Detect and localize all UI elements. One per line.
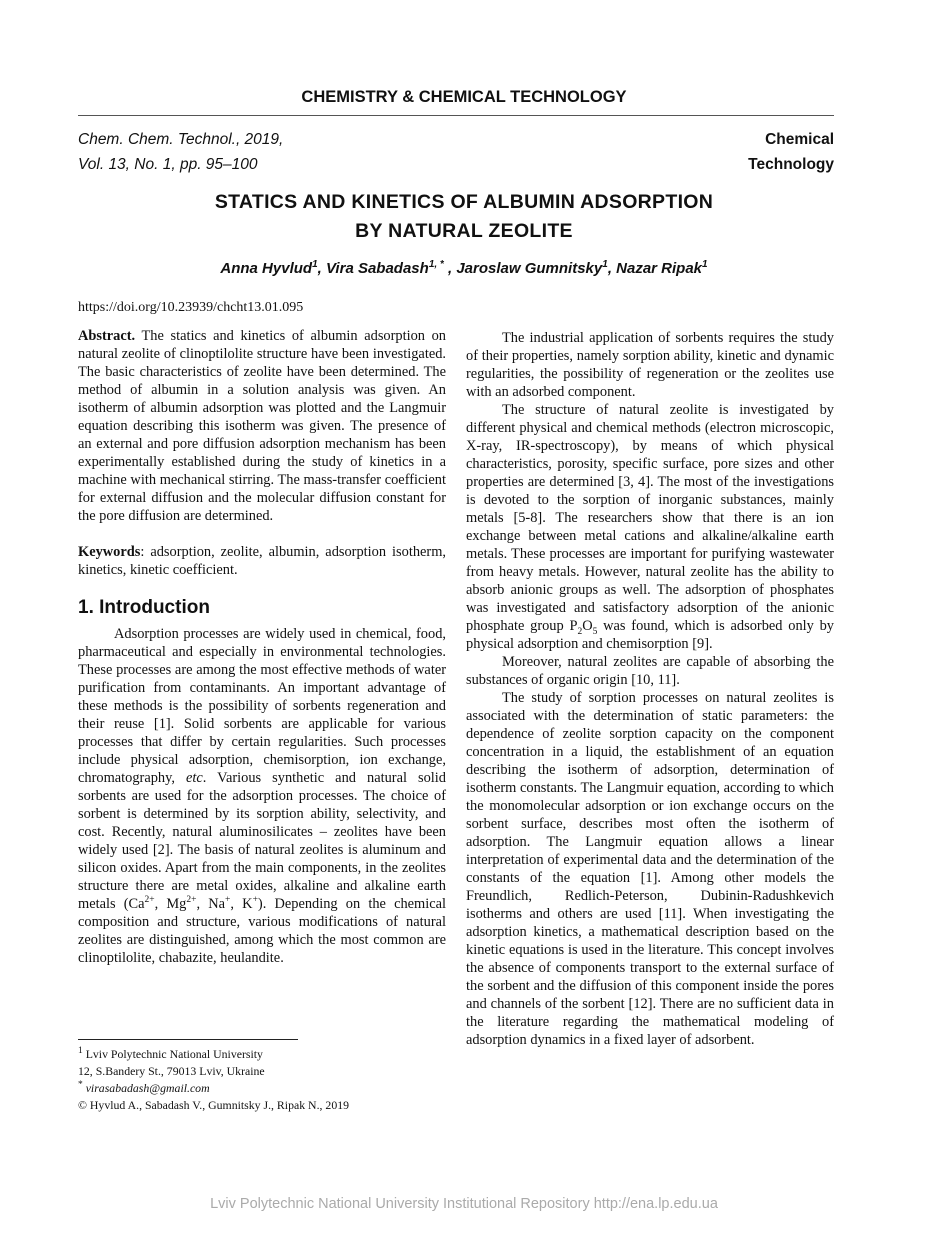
affiliation <box>78 1046 349 1063</box>
author-list: Anna Hyvlud$^1$, Vira Sabadash$^{1, *}$ , Jaroslaw Gumnitsky$^1$, Nazar Ripak$^1$ <box>220 259 708 277</box>
footnote-mark: * <box>78 1080 83 1091</box>
text: Adsorption processes are widely used in chemical, food, pharmaceutical and especially in environmental technologies. These processes are among the most effective methods of water purification from contaminants. An important advantage of these methods is the possibility of sorbents regeneration and their reuse [1]. Solid sorbents are applicable for various processes that differ by certain regularities. Such processes include physical adsorption, chemisorption, ion exchange, chromatography, <box>78 626 446 786</box>
section-label <box>748 127 834 177</box>
keywords <box>78 543 446 579</box>
left-column <box>78 327 446 967</box>
paragraph: Moreover, natural zeolites are capable of absorbing the substances of organic origin [10, 11]. <box>466 654 834 688</box>
citation-line: Chem. Chem. Technol., 2019, <box>78 131 284 148</box>
author-affil: 1 <box>312 259 318 270</box>
header-rule <box>78 115 834 116</box>
text: ). Depending on the chemical composition and structure, various modifications of natural zeolites are distinguished, among which the most common are clinoptilolite, chabazite, heulandite. <box>78 896 447 966</box>
text: , Na <box>196 896 226 912</box>
author: Nazar Ripak <box>616 260 703 277</box>
title-line: BY NATURAL ZEOLITE <box>355 220 573 242</box>
paragraph <box>466 401 834 653</box>
right-column <box>466 329 834 1049</box>
text: , Mg <box>154 896 187 912</box>
email <box>78 1080 349 1097</box>
copyright: © Hyvlud A., Sabadash V., Gumnitsky J., Ripak N., 2019 <box>78 1098 350 1112</box>
section-line: Technology <box>748 156 834 173</box>
superscript: 2+ <box>186 895 197 906</box>
footnote-mark: 1 <box>78 1046 83 1057</box>
address: 12, S.Bandery St., 79013 Lviv, Ukraine <box>78 1064 265 1078</box>
text: was found, which is adsorbed only by physical adsorption and chemisorption [9]. <box>466 618 834 652</box>
journal-name: CHEMISTRY & CHEMICAL TECHNOLOGY <box>301 88 627 106</box>
text: , K <box>230 896 253 912</box>
footnotes <box>78 1046 349 1114</box>
keywords-text: : adsorption, zeolite, albumin, adsorption isotherm, kinetics, kinetic coefficient. <box>78 544 446 578</box>
author: Vira Sabadash <box>325 260 429 277</box>
text: . Various synthetic and natural solid sorbents are used for the adsorption processes. The choice of sorbent is determined by its sorption ability, selectivity, and cost. Recently, natural aluminosilicates – zeolites have been widely used [2]. The basis of natural zeolites is aluminum and silicon oxides. Apart from the main components, in the zeolites structure there are metal oxides, alkaline and alkaline earth metals (Ca <box>78 770 446 912</box>
paper-title <box>0 188 928 246</box>
abstract-label: Abstract. <box>78 328 136 344</box>
subscript: 5 <box>592 626 598 637</box>
superscript: + <box>225 895 231 906</box>
author: Jaroslaw Gumnitsky <box>456 260 603 277</box>
paragraph: The industrial application of sorbents requires the study of their properties, namely sorption ability, kinetic and dynamic regularities, the possibility of regeneration or the zeolites use with an adsorbed component. <box>466 330 834 400</box>
subscript: 2 <box>577 626 583 637</box>
abstract-text: The statics and kinetics of albumin adsorption on natural zeolite of clinoptilolite structure have been investigated. The basic characteristics of zeolite have been determined. The method of albumin in a solution analysis was given. An isotherm of albumin adsorption was plotted and the Langmuir equation describing this isotherm was given. The presence of an external and pore diffusion adsorption mechanism has been experimentally established during the study of kinetics in a machine with mechanical stirring. The mass-transfer coefficient for external diffusion and the molecular diffusion constant for the pore diffusion are determined. <box>78 328 446 524</box>
abstract <box>78 327 446 525</box>
section-heading: 1. Introduction <box>78 597 210 618</box>
footnote-rule <box>78 1039 298 1040</box>
superscript: + <box>252 895 258 906</box>
repository-watermark: Lviv Polytechnic National University Institutional Repository http://ena.lp.edu.ua <box>210 1196 718 1212</box>
author-affil: 1 <box>702 259 708 270</box>
text: O <box>582 618 593 634</box>
author-affil: 1, * <box>428 259 444 270</box>
email-link[interactable]: virasabadash@gmail.com <box>82 1081 210 1095</box>
author-affil: 1 <box>602 259 608 270</box>
citation-line: Vol. 13, No. 1, pp. 95–100 <box>78 156 258 173</box>
superscript: 2+ <box>144 895 155 906</box>
citation <box>78 127 283 177</box>
text: Lviv Polytechnic National University <box>82 1047 263 1061</box>
paragraph: The study of sorption processes on natural zeolites is associated with the determination of static parameters: the dependence of zeolite sorption capacity on the component concentration in a liquid, the establishment of an equation describing the isotherm of adsorption, determination of isotherm constants. The Langmuir equation, according to which the monomolecular adsorption or ion exchange occurs on the sorbent surface, describes most often the isotherm of adsorption. The Langmuir equation allows a linear interpretation of experimental data and the determination of the constants of the equation [1]. Among other models the Freundlich, Redlich-Peterson, Dubinin-Radushkevich isotherms and others are used [11]. When investigating the adsorption kinetics, a mathematical description based on the kinetic equations is used in the literature. This concept involves the absence of components transport to the external surface of the sorbent and the diffusion of this component inside the pores and channels of the sorbent [12]. There are no sufficient data in the literature regarding the mathematical modeling of adsorption dynamics in a fixed layer of adsorbent. <box>466 690 834 1048</box>
author: Anna Hyvlud <box>220 260 313 277</box>
doi-link[interactable]: https://doi.org/10.23939/chcht13.01.095 <box>78 300 304 315</box>
paragraph <box>78 625 446 967</box>
section-line: Chemical <box>765 131 834 148</box>
keywords-label: Keywords <box>78 544 141 560</box>
text: The structure of natural zeolite is investigated by different physical and chemical methods (electron microscopic, X-ray, IR-spectroscopy), by means of which physical characteristics, porosity, specific surface, pore sizes and other properties are determined [3, 4]. The most of the investigations is devoted to the sorption of inorganic substances, mainly metals [5-8]. The researchers show that there is an ion exchange between metal cations and alkaline/alkaline earth metals. These processes are important for purifying wastewater from heavy metals. However, natural zeolite has the ability to absorb anionic groups as well. The adsorption of phosphates was investigated and satisfactory adsorption of the anionic phosphate group P <box>466 402 834 634</box>
title-line: STATICS AND KINETICS OF ALBUMIN ADSORPTION <box>214 191 714 213</box>
text: etc <box>186 770 203 786</box>
